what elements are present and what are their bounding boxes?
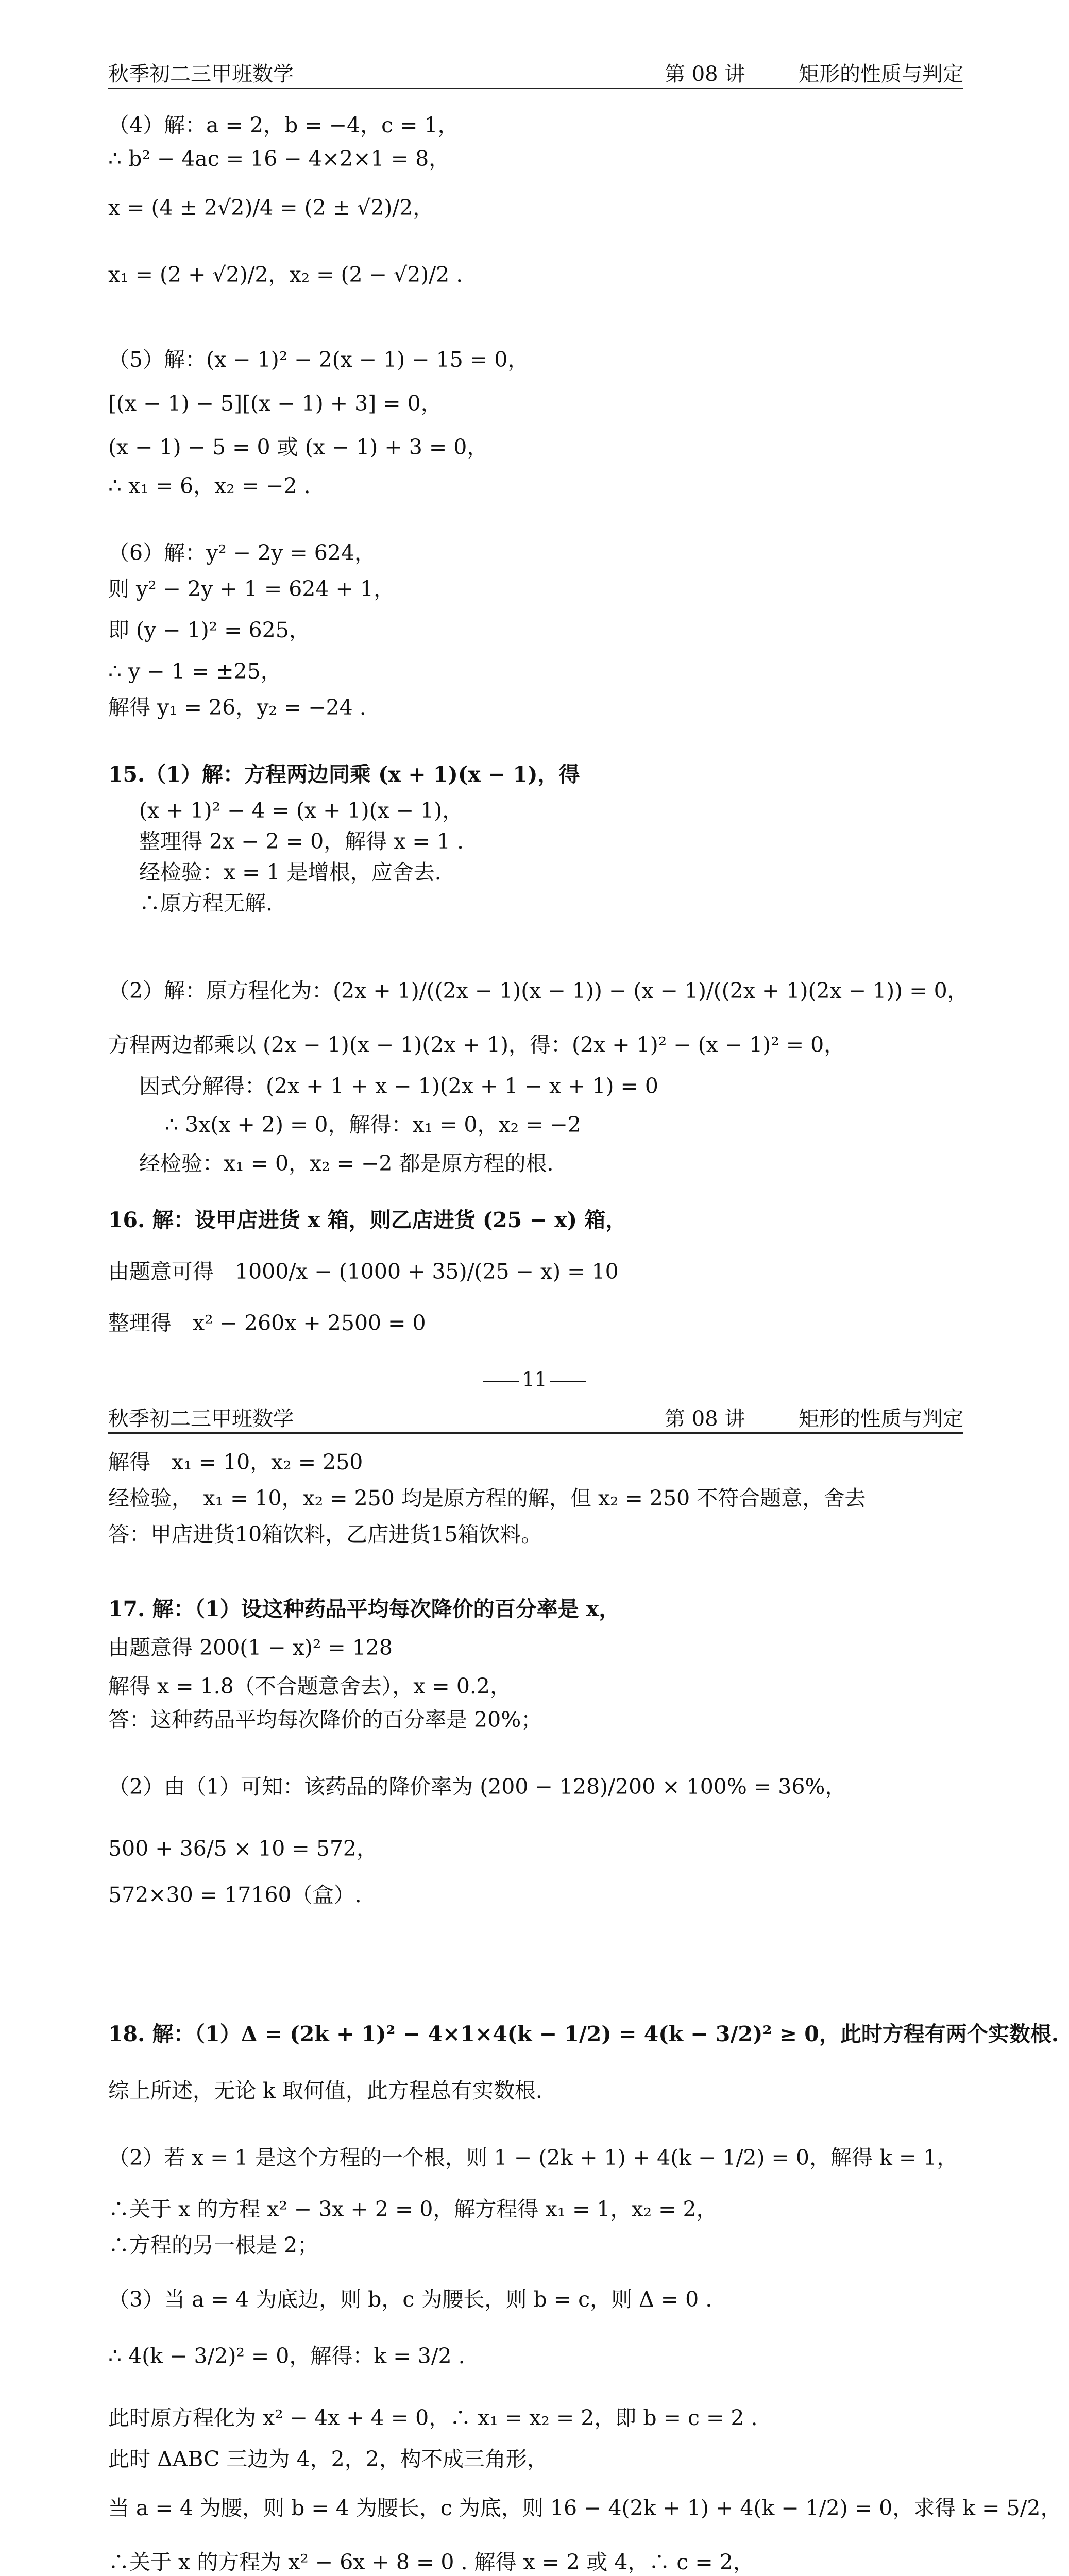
header-lecture: 第 08 讲 (665, 1407, 745, 1431)
solution-line: （3）当 a = 4 为底边，则 b，c 为腰长，则 b = c，则 Δ = 0 . (108, 2287, 712, 2312)
solution-line: x = (4 ± 2√2)/4 = (2 ± √2)/2， (108, 195, 434, 220)
solution-line: ∴关于 x 的方程为 x² − 6x + 8 = 0 . 解得 x = 2 或 4，∴ c = 2， (108, 2550, 754, 2574)
solution-line: 因式分解得：(2x + 1 + x − 1)(2x + 1 − x + 1) = 0 (139, 1074, 659, 1098)
solution-line: x₁ = (2 + √2)/2，x₂ = (2 − √2)/2 . (108, 262, 463, 287)
page-header (108, 1406, 963, 1434)
solution-line: 即 (y − 1)² = 625， (108, 618, 310, 642)
solution-line: （2）若 x = 1 是这个方程的一个根，则 1 − (2k + 1) + 4(k − 1/2) = 0，解得 k = 1， (108, 2145, 958, 2170)
solution-line: 解得 y₁ = 26，y₂ = −24 . (108, 695, 366, 720)
solution-line: ∴ y − 1 = ±25， (108, 659, 282, 684)
header-topic: 矩形的性质与判定 (799, 62, 963, 86)
solution-line: 解得 x₁ = 10，x₂ = 250 (108, 1450, 363, 1475)
solution-line: 答：甲店进货10箱饮料，乙店进货15箱饮料。 (108, 1522, 542, 1547)
problem-17-heading: 17. 解：（1）设这种药品平均每次降价的百分率是 x， (108, 1597, 620, 1621)
solution-line: (x − 1) − 5 = 0 或 (x − 1) + 3 = 0， (108, 435, 488, 460)
solution-line: ∴关于 x 的方程 x² − 3x + 2 = 0，解方程得 x₁ = 1，x₂ = 2， (108, 2197, 718, 2222)
page-header (108, 62, 963, 89)
solution-line: 经检验：x₁ = 0，x₂ = −2 都是原方程的根. (139, 1151, 554, 1176)
solution-line: ∴原方程无解. (139, 891, 273, 916)
solution-line: ∴ b² − 4ac = 16 − 4×2×1 = 8， (108, 146, 450, 171)
solution-line: 由题意可得 1000/x − (1000 + 35)/(25 − x) = 10 (108, 1259, 619, 1284)
problem-16-heading: 16. 解：设甲店进货 x 箱，则乙店进货 (25 − x) 箱， (108, 1208, 627, 1232)
header-course: 秋季初二三甲班数学 (108, 1407, 294, 1431)
solution-line: [(x − 1) − 5][(x − 1) + 3] = 0， (108, 391, 442, 416)
solution-line: 答：这种药品平均每次降价的百分率是 20%； (108, 1707, 542, 1732)
solution-line: (x + 1)² − 4 = (x + 1)(x − 1)， (139, 798, 464, 823)
solution-line: 方程两边都乘以 (2x − 1)(x − 1)(2x + 1)，得：(2x + 1)² − (x − 1)² = 0， (108, 1032, 845, 1057)
header-topic: 矩形的性质与判定 (799, 1407, 963, 1431)
solution-line: ∴ x₁ = 6，x₂ = −2 . (108, 473, 311, 498)
solution-line: （4）解：a = 2，b = −4，c = 1， (108, 113, 459, 138)
header-lecture: 第 08 讲 (665, 62, 745, 86)
header-course: 秋季初二三甲班数学 (108, 62, 294, 86)
solution-line: 整理得 x² − 260x + 2500 = 0 (108, 1311, 426, 1335)
solution-line: （2）由（1）可知：该药品的降价率为 (200 − 128)/200 × 100% = 36%， (108, 1774, 846, 1799)
solution-line: 解得 x = 1.8（不合题意舍去），x = 0.2， (108, 1674, 512, 1699)
solution-line: （2）解：原方程化为：(2x + 1)/((2x − 1)(x − 1)) − (x − 1)/((2x + 1)(2x − 1)) = 0， (108, 978, 969, 1003)
problem-18-heading: 18. 解：（1）Δ = (2k + 1)² − 4×1×4(k − 1/2) = 4(k − 3/2)² ≥ 0，此时方程有两个实数根. (108, 2022, 1059, 2046)
solution-line: 整理得 2x − 2 = 0，解得 x = 1 . (139, 829, 464, 854)
solution-line: （6）解：y² − 2y = 624， (108, 540, 376, 565)
solution-line: 此时原方程化为 x² − 4x + 4 = 0，∴ x₁ = x₂ = 2，即 b = c = 2 . (108, 2405, 758, 2430)
solution-line: 综上所述，无论 k 取何值，此方程总有实数根. (108, 2078, 542, 2103)
solution-line: 500 + 36/5 × 10 = 572， (108, 1836, 378, 1861)
solution-line: ∴ 3x(x + 2) = 0，解得：x₁ = 0，x₂ = −2 (165, 1112, 581, 1137)
solution-line: ∴ 4(k − 3/2)² = 0，解得：k = 3/2 . (108, 2344, 465, 2368)
solution-line: ∴方程的另一根是 2； (108, 2233, 319, 2258)
solution-line: 此时 ΔABC 三边为 4，2，2，构不成三角形， (108, 2447, 548, 2471)
page-number-text: 11 (522, 1368, 547, 1391)
solution-line: 由题意得 200(1 − x)² = 128 (108, 1635, 393, 1660)
solution-line: 经检验：x = 1 是增根，应舍去. (139, 860, 442, 885)
solution-line: （5）解：(x − 1)² − 2(x − 1) − 15 = 0， (108, 347, 529, 372)
solution-line: 当 a = 4 为腰，则 b = 4 为腰长，c 为底，则 16 − 4(2k + 1) + 4(k − 1/2) = 0，求得 k = 5/2， (108, 2496, 1062, 2520)
page-number (0, 1368, 1069, 1391)
solution-line: 经检验， x₁ = 10，x₂ = 250 均是原方程的解，但 x₂ = 250 不符合题意，舍去 (108, 1486, 866, 1511)
solution-line: 572×30 = 17160（盒）. (108, 1883, 362, 1907)
problem-15-heading: 15.（1）解：方程两边同乘 (x + 1)(x − 1)，得 (108, 762, 580, 787)
solution-line: 则 y² − 2y + 1 = 624 + 1， (108, 577, 395, 601)
